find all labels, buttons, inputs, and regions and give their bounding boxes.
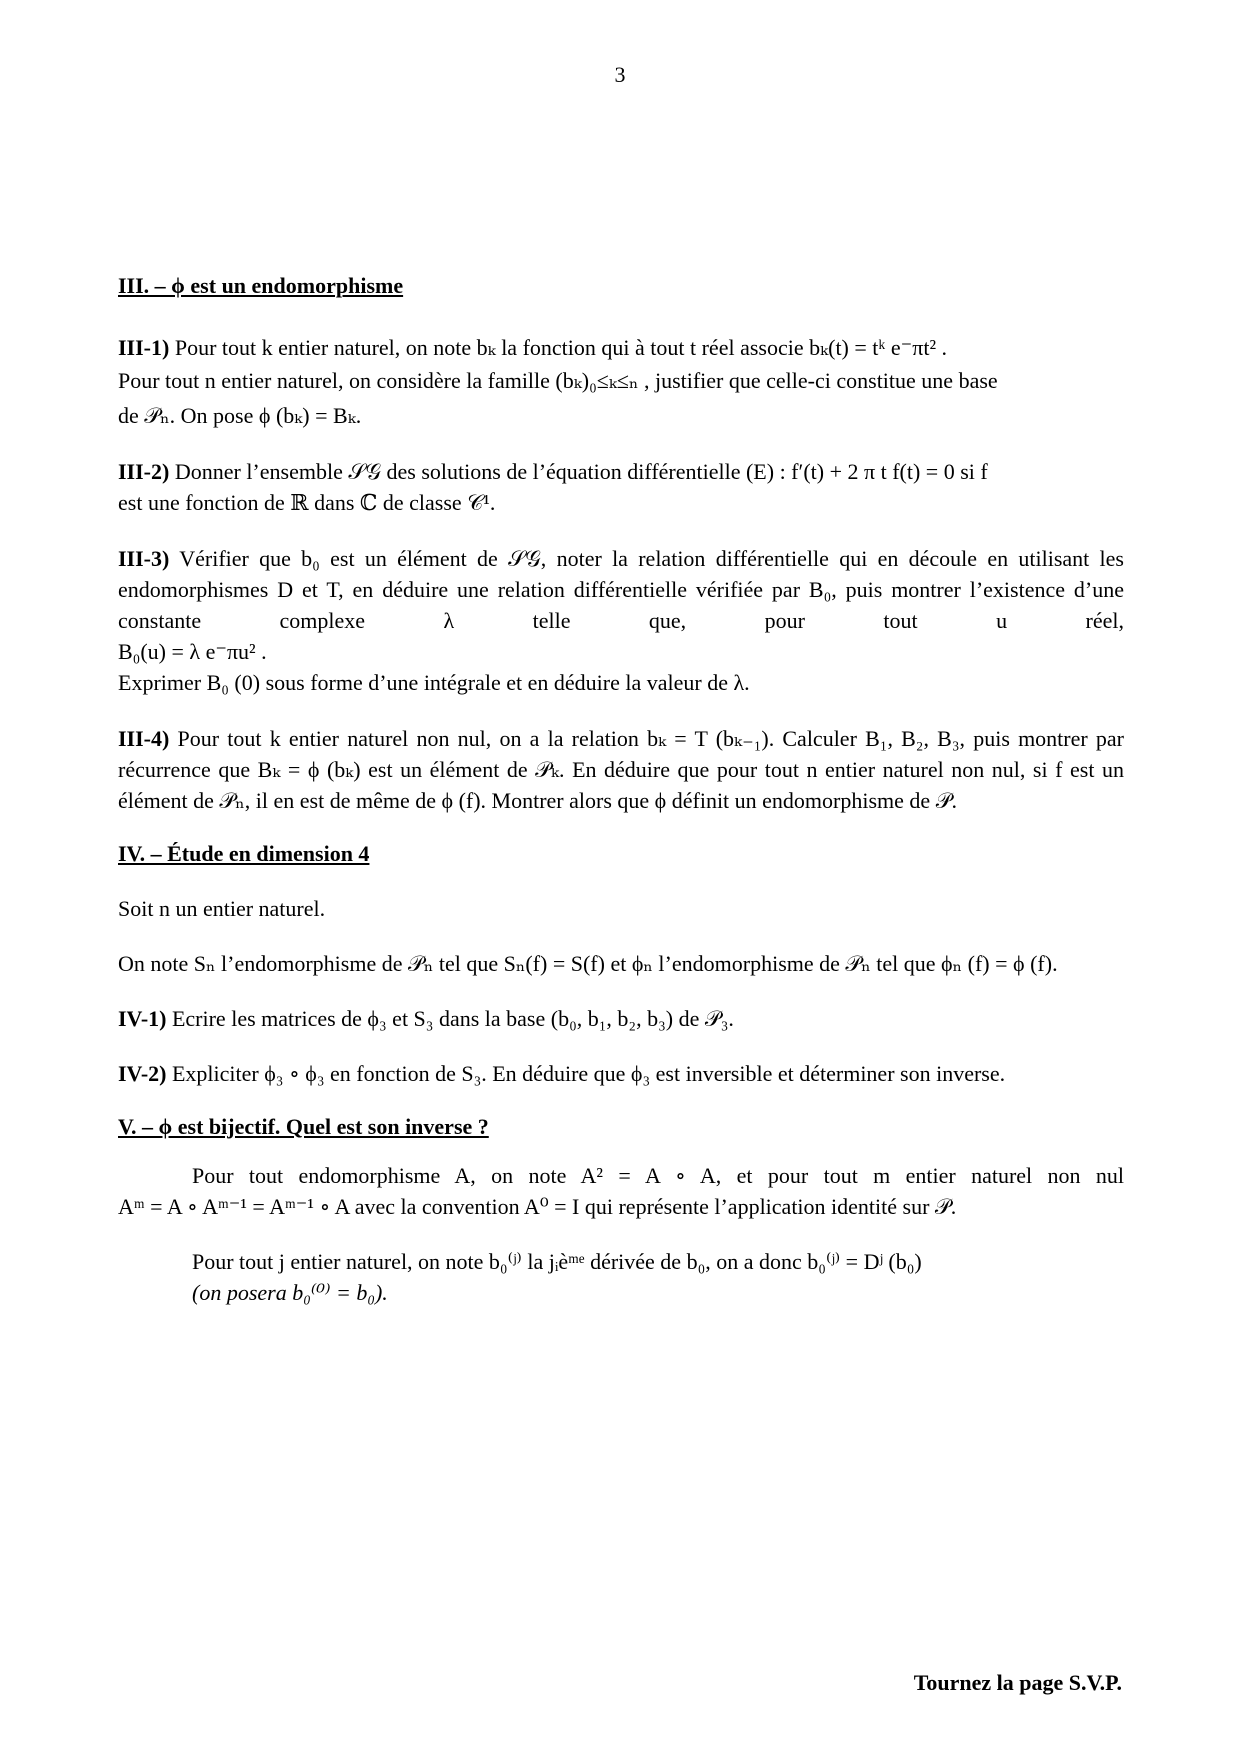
section-4-title: IV. – Étude en dimension 4	[118, 841, 370, 866]
section-5-paragraph-2-line: (on posera b₀⁽⁰⁾ = b₀).	[192, 1280, 388, 1305]
question-text-line: Exprimer B₀ (0) sous forme d’une intégrale et en déduire la valeur de λ.	[118, 670, 750, 695]
section-5-paragraph-1: Pour tout endomorphisme A, on note A² = A ∘ A, et pour tout m entier naturel non nul	[192, 1163, 1124, 1188]
section-5-paragraph-2: Pour tout j entier naturel, on note b₀⁽ʲ⁾ la jᵢèᵐᵉ dérivée de b₀, on a donc b₀⁽ʲ⁾ = Dʲ (b₀)	[192, 1249, 922, 1274]
page-number: 3	[614, 62, 626, 87]
question-label: III-3)	[118, 546, 170, 571]
footer-turn-page: Tournez la page S.V.P.	[913, 1670, 1122, 1695]
question-text: Donner l’ensemble 𝒮𝒢 des solutions de l’équation différentielle (E) : f′(t) + 2 π t f(t) = 0 si f	[174, 459, 988, 484]
question-III-1	[118, 332, 1124, 363]
section-4-definition: On note Sₙ l’endomorphisme de 𝒫ₙ tel que Sₙ(f) = S(f) et ϕₙ l’endomorphisme de 𝒫ₙ tel que ϕₙ (f) = ϕ (f).	[118, 951, 1058, 976]
question-IV-2	[118, 1058, 1124, 1089]
question-label: IV-2)	[118, 1061, 167, 1086]
question-label: III-4)	[118, 726, 170, 751]
question-label: III-2)	[118, 459, 170, 484]
section-4-intro: Soit n un entier naturel.	[118, 896, 326, 921]
question-text-line: est une fonction de ℝ dans ℂ de classe 𝒞¹.	[118, 490, 496, 515]
question-text-line: B₀(u) = λ e⁻πu² .	[118, 639, 267, 664]
question-III-3	[118, 543, 1124, 636]
question-text-line: Pour tout n entier naturel, on considère la famille (bₖ)₀≤ₖ≤ₙ , justifier que celle-ci constitue une base	[118, 368, 998, 393]
question-text-line: de 𝒫ₙ. On pose ϕ (bₖ) = Bₖ.	[118, 403, 362, 428]
question-III-4	[118, 723, 1124, 816]
question-label: III-1)	[118, 335, 170, 360]
section-5-paragraph-1-line: Aᵐ = A ∘ Aᵐ⁻¹ = Aᵐ⁻¹ ∘ A avec la convention A⁰ = I qui représente l’application identité sur 𝒫.	[118, 1194, 957, 1219]
question-III-2	[118, 456, 1124, 487]
question-text: Expliciter ϕ₃ ∘ ϕ₃ en fonction de S₃. En déduire que ϕ₃ est inversible et déterminer son inverse.	[171, 1061, 1006, 1086]
question-text: Ecrire les matrices de ϕ₃ et S₃ dans la base (b₀, b₁, b₂, b₃) de 𝒫₃.	[171, 1006, 734, 1031]
exam-page	[118, 270, 1124, 1308]
section-5-title: V. – ϕ est bijectif. Quel est son inverse ?	[118, 1114, 489, 1139]
section-3-title: III. – ϕ est un endomorphisme	[118, 273, 404, 298]
question-text: Pour tout k entier naturel non nul, on a la relation bₖ = T (bₖ₋₁). Calculer B₁, B₂, B₃, puis montrer par récurrence que Bₖ = ϕ (bₖ) est un élément de 𝒫ₖ. En déduire que pour tout n entier naturel non nul, si f est un élément de 𝒫ₙ, il en est de même de ϕ (f). Montrer alors que ϕ définit un endomorphisme de 𝒫.	[118, 726, 1125, 813]
question-IV-1	[118, 1003, 1124, 1034]
question-label: IV-1)	[118, 1006, 167, 1031]
question-text: Vérifier que b₀ est un élément de 𝒮𝒢, noter la relation différentielle qui en découle en utilisant les endomorphismes D et T, en déduire une relation différentielle vérifiée par B₀, puis montrer l’existence d’une constante complexe λ telle que, pour tout u réel,	[118, 546, 1124, 633]
question-text: Pour tout k entier naturel, on note bₖ la fonction qui à tout t réel associe bₖ(t) = tᵏ e⁻πt² .	[174, 335, 948, 360]
